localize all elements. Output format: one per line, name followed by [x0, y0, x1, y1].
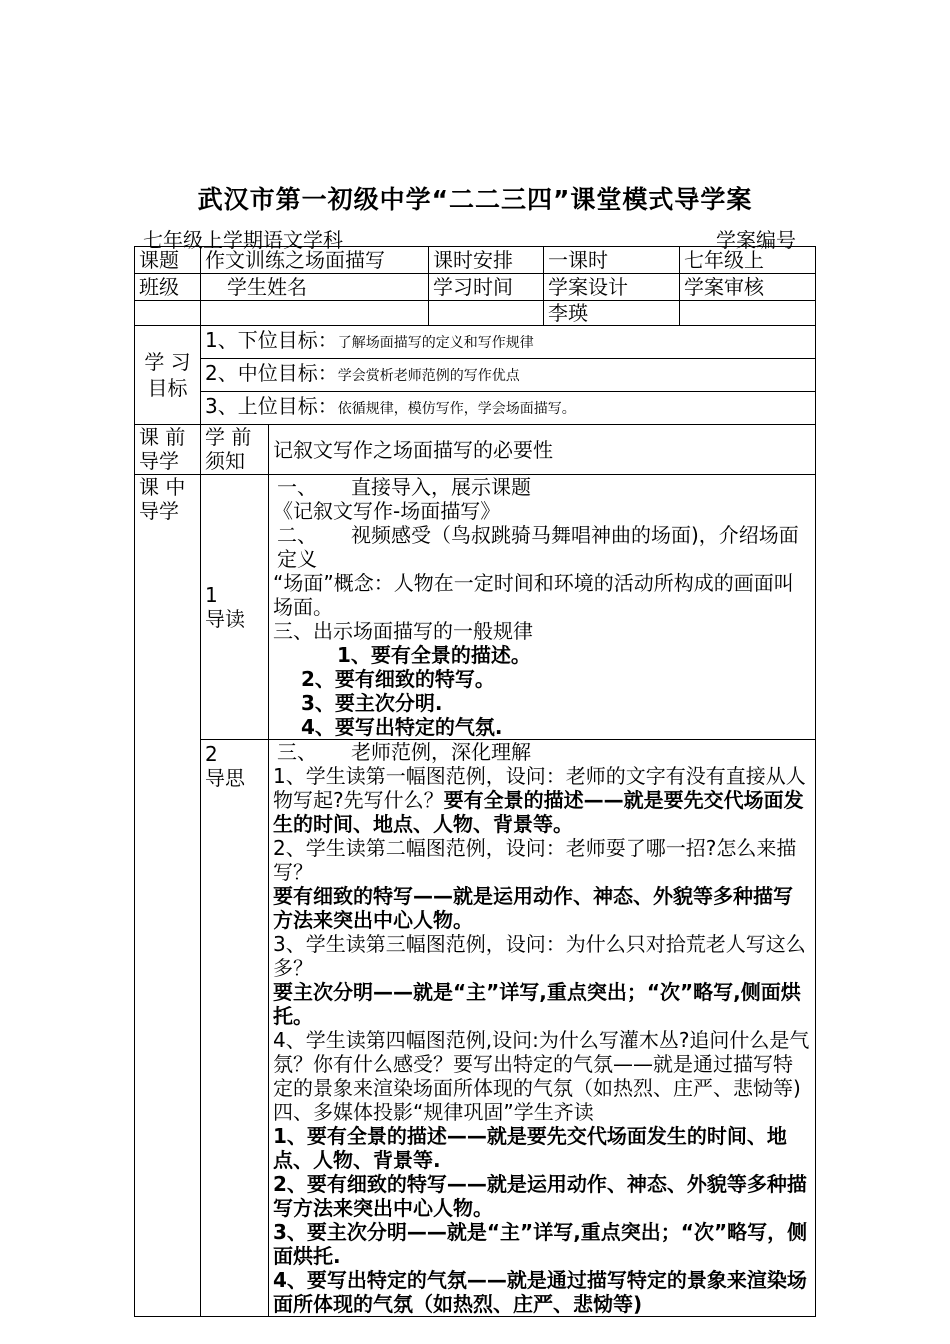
objective-item: 3、上位目标：依循规律，模仿写作，学会场面描写。 [201, 392, 816, 425]
topic-value: 作文训练之场面描写 [201, 247, 429, 274]
blank-cell [135, 301, 201, 326]
table-row [135, 274, 816, 301]
table-row [135, 392, 816, 425]
reviewer-header: 学案审核 [680, 274, 816, 301]
designer-value: 李瑛 [544, 301, 680, 326]
table-row [135, 301, 816, 326]
subject-label: 七年级上学期语文学科 [143, 228, 343, 252]
table-row [135, 247, 816, 274]
topic-header: 课题 [135, 247, 201, 274]
table-row [135, 740, 816, 1317]
lesson-plan-table [134, 246, 816, 1317]
inclass-label: 课 中 导学 [135, 475, 201, 1317]
page-title: 武汉市第一初级中学“二二三四”课堂模式导学案 [197, 185, 753, 214]
class-header: 班级 [135, 274, 201, 301]
schedule-header: 课时安排 [429, 247, 544, 274]
table-row [135, 475, 816, 740]
blank-cell [429, 301, 544, 326]
study-time-header: 学习时间 [429, 274, 544, 301]
preclass-sublabel: 学 前 须知 [201, 425, 269, 475]
objective-item: 2、中位目标：学会赏析老师范例的写作优点 [201, 359, 816, 392]
part1-label: 1 导读 [201, 475, 269, 740]
part2-label: 2 导思 [201, 740, 269, 1317]
table-row [135, 326, 816, 359]
schedule-value: 一课时 [544, 247, 680, 274]
preclass-label: 课 前 导学 [135, 425, 201, 475]
preclass-text: 记叙文写作之场面描写的必要性 [269, 425, 816, 475]
blank-cell [201, 301, 429, 326]
blank-cell [680, 301, 816, 326]
objective-item: 1、下位目标：了解场面描写的定义和写作规律 [201, 326, 816, 359]
designer-header: 学案设计 [544, 274, 680, 301]
table-row [135, 425, 816, 475]
part1-content: 一、 直接导入，展示课题 《记叙文写作-场面描写》 二、 视频感受（鸟叔跳骑马舞唱神曲的场面)，介绍场面定义 “场面”概念：人物在一定时间和环境的活动所构成的画面叫场面。 三、出示场面描写的一般规律 1、要有全景的描述。 2、要有细致的特写。 3、要主次分明. 4、要写出特定的气氛. [269, 475, 816, 740]
case-number-label: 学案编号 [716, 228, 796, 252]
table-row [135, 359, 816, 392]
objectives-label: 学 习 目标 [135, 326, 201, 425]
grade-value: 七年级上 [680, 247, 816, 274]
part2-content: 三、 老师范例，深化理解 1、学生读第一幅图范例，设问：老师的文字有没有直接从人物写起?先写什么？要有全景的描述——就是要先交代场面发生的时间、地点、人物、背景等。 2、学生读第二幅图范例，设问：老师耍了哪一招?怎么来描写？ 要有细致的特写——就是运用动作、神态、外貌等多种描写方法来突出中心人物。 3、学生读第三幅图范例，设问：为什么只对拾荒老人写这么多？ 要主次分明——就是“主”详写,重点突出；“次”略写,侧面烘托。 4、学生读第四幅图范例,设问:为什么写灌木丛?追问什么是气氛？你有什么感受？要写出特定的气氛——就是通过描写特定的景象来渲染场面所体现的气氛（如热烈、庄严、悲恸等) 四、多媒体投影“规律巩固”学生齐读 1、要有全景的描述——就是要先交代场面发生的时间、地点、人物、背景等. 2、要有细致的特写——就是运用动作、神态、外貌等多种描写方法来突出中心人物。 3、要主次分明——就是“主”详写,重点突出；“次”略写，侧面烘托. 4、要写出特定的气氛——就是通过描写特定的景象来渲染场面所体现的气氛（如热烈、庄严、悲恸等) [269, 740, 816, 1317]
student-name-header: 学生姓名 [201, 274, 429, 301]
